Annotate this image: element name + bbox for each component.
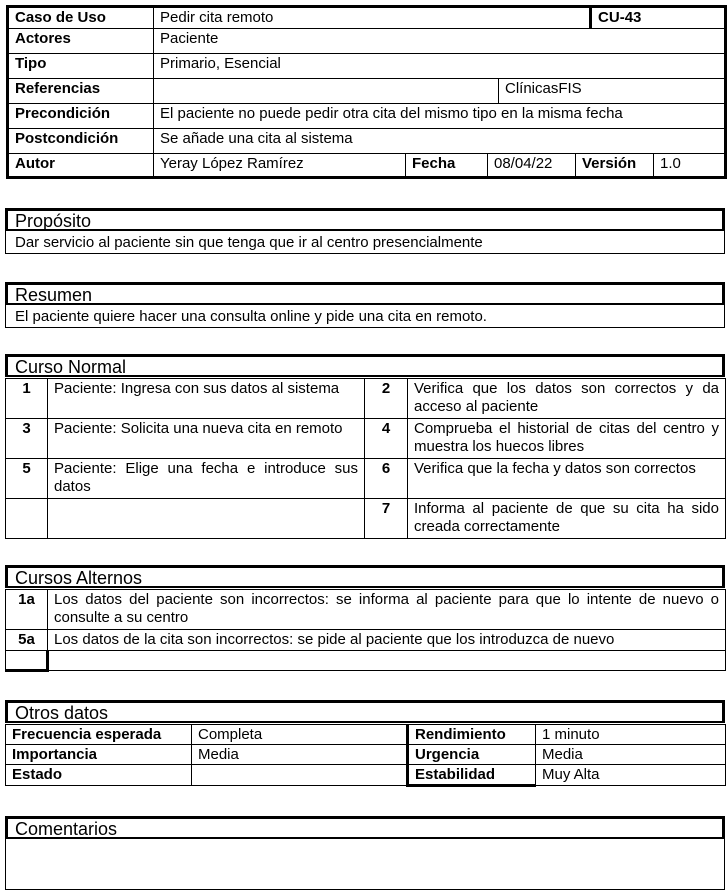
tipo-value: Primario, Esencial	[154, 54, 726, 79]
referencias-empty-cell	[154, 79, 499, 104]
otros-datos-title: Otros datos	[5, 700, 725, 723]
actor-step-text: Paciente: Solicita una nueva cita en remoto	[48, 419, 365, 459]
importancia-label: Importancia	[6, 745, 192, 765]
step-number: 4	[365, 419, 408, 459]
caso-value: Pedir cita remoto	[154, 7, 591, 29]
system-step-text: Comprueba el historial de citas del centro y muestra los huecos libres	[408, 419, 726, 459]
referencias-value: ClínicasFIS	[499, 79, 726, 104]
urgencia-label: Urgencia	[408, 745, 536, 765]
proposito-text: Dar servicio al paciente sin que tenga que ir al centro presencialmente	[5, 231, 725, 254]
urgencia-value: Media	[536, 745, 726, 765]
alterno-step-text: Los datos del paciente son incorrectos: se informa al paciente para que lo intente de nuevo o consulte a su centro	[48, 590, 726, 630]
step-number: 7	[365, 499, 408, 539]
precondicion-value: El paciente no puede pedir otra cita del mismo tipo en la misma fecha	[154, 104, 726, 129]
comentarios-text	[5, 839, 725, 890]
system-step-text: Verifica que la fecha y datos son correctos	[408, 459, 726, 499]
step-number: 1	[6, 379, 48, 419]
step-number	[6, 499, 48, 539]
step-number: 3	[6, 419, 48, 459]
system-step-text: Informa al paciente de que su cita ha sido creada correctamente	[408, 499, 726, 539]
curso-alterno-row	[6, 651, 726, 671]
autor-value: Yeray López Ramírez	[154, 154, 406, 178]
actor-step-text: Paciente: Elige una fecha e introduce sus datos	[48, 459, 365, 499]
curso-alterno-row	[6, 590, 726, 630]
curso-normal-row	[6, 459, 726, 499]
system-step-text: Verifica que los datos son correctos y da acceso al paciente	[408, 379, 726, 419]
autor-label: Autor	[8, 154, 154, 178]
step-number: 6	[365, 459, 408, 499]
otros-datos-table	[5, 724, 726, 787]
proposito-title: Propósito	[5, 208, 725, 231]
rendimiento-value: 1 minuto	[536, 725, 726, 745]
cursos-alternos-title: Cursos Alternos	[5, 565, 725, 588]
actores-label: Actores	[8, 29, 154, 54]
alterno-step-text: Los datos de la cita son incorrectos: se pide al paciente que los introduzca de nuevo	[48, 630, 726, 651]
actores-value: Paciente	[154, 29, 726, 54]
resumen-title: Resumen	[5, 282, 725, 305]
actor-step-text: Paciente: Ingresa con sus datos al sistema	[48, 379, 365, 419]
use-case-header-table	[6, 5, 727, 179]
precondicion-label: Precondición	[8, 104, 154, 129]
rendimiento-label: Rendimiento	[408, 725, 536, 745]
estado-value	[192, 765, 408, 786]
estabilidad-value: Muy Alta	[536, 765, 726, 786]
alterno-step-text	[48, 651, 726, 671]
referencias-label: Referencias	[8, 79, 154, 104]
version-value: 1.0	[654, 154, 726, 178]
curso-normal-row	[6, 419, 726, 459]
curso-alterno-row	[6, 630, 726, 651]
alterno-step-number	[6, 651, 48, 671]
postcondicion-label: Postcondición	[8, 129, 154, 154]
caso-label: Caso de Uso	[8, 7, 154, 29]
curso-normal-row	[6, 499, 726, 539]
comentarios-title: Comentarios	[5, 816, 725, 839]
importancia-value: Media	[192, 745, 408, 765]
version-label: Versión	[576, 154, 654, 178]
step-number: 2	[365, 379, 408, 419]
alterno-step-number: 1a	[6, 590, 48, 630]
fecha-label: Fecha	[406, 154, 488, 178]
resumen-text: El paciente quiere hacer una consulta online y pide una cita en remoto.	[5, 305, 725, 328]
curso-normal-row	[6, 379, 726, 419]
curso-normal-table	[5, 378, 726, 539]
frecuencia-value: Completa	[192, 725, 408, 745]
estabilidad-label: Estabilidad	[408, 765, 536, 786]
alterno-step-number: 5a	[6, 630, 48, 651]
step-number: 5	[6, 459, 48, 499]
frecuencia-label: Frecuencia esperada	[6, 725, 192, 745]
use-case-code: CU-43	[591, 7, 726, 29]
postcondicion-value: Se añade una cita al sistema	[154, 129, 726, 154]
cursos-alternos-table	[5, 589, 726, 672]
estado-label: Estado	[6, 765, 192, 786]
actor-step-text	[48, 499, 365, 539]
fecha-value: 08/04/22	[488, 154, 576, 178]
curso-normal-title: Curso Normal	[5, 354, 725, 377]
tipo-label: Tipo	[8, 54, 154, 79]
